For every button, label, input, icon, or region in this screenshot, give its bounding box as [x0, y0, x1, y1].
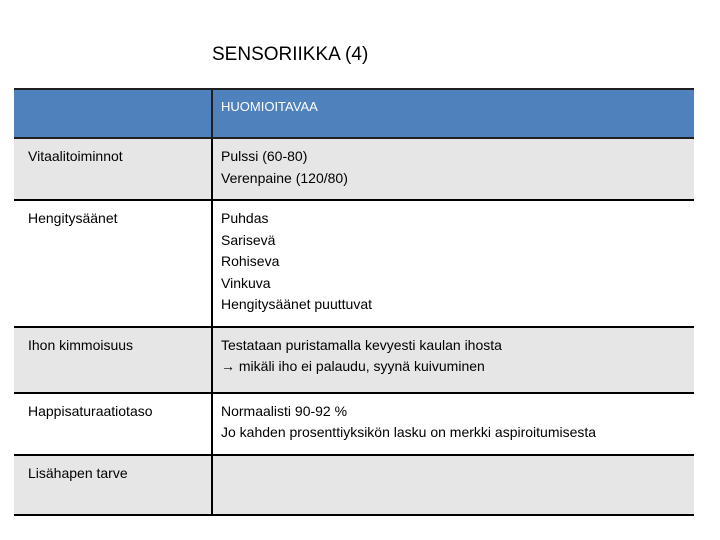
value-line: → mikäli iho ei palaudu, syynä kuivuminen [221, 358, 485, 374]
row-label: Vitaalitoiminnot [14, 138, 212, 200]
table-header-row [14, 89, 694, 138]
value-line: Hengitysäänet puuttuvat [221, 296, 372, 312]
table-row [14, 138, 694, 200]
table-row [14, 455, 694, 515]
info-table [14, 88, 694, 516]
table-row [14, 393, 694, 455]
value-line: Vinkuva [221, 274, 271, 291]
row-value-empty [212, 455, 694, 515]
value-line: Normaalisti 90-92 % [221, 402, 348, 419]
row-label: Lisähapen tarve [14, 455, 212, 515]
row-label: Hengitysäänet [14, 200, 212, 327]
table-row [14, 200, 694, 327]
row-label: Ihon kimmoisuus [14, 327, 212, 393]
row-value [212, 200, 694, 327]
value-line: Testataan puristamalla kevyesti kaulan ihosta [221, 336, 502, 353]
value-line: Puhdas [221, 210, 269, 226]
row-value [212, 393, 694, 455]
value-line: Jo kahden prosenttiyksikön lasku on merkki aspiroitumisesta [221, 424, 597, 440]
header-cell-empty [14, 89, 212, 138]
row-value [212, 327, 694, 393]
row-label: Happisaturaatiotaso [14, 393, 212, 455]
value-line: Pulssi (60-80) [221, 148, 308, 164]
header-cell-huomioitavaa: HUOMIOITAVAA [212, 89, 694, 138]
table-row [14, 327, 694, 393]
value-line: Rohiseva [221, 253, 280, 269]
value-line: Verenpaine (120/80) [221, 169, 348, 186]
slide-title: SENSORIIKKA (4) [212, 44, 369, 65]
row-value [212, 138, 694, 200]
value-line: Sarisevä [221, 231, 276, 248]
